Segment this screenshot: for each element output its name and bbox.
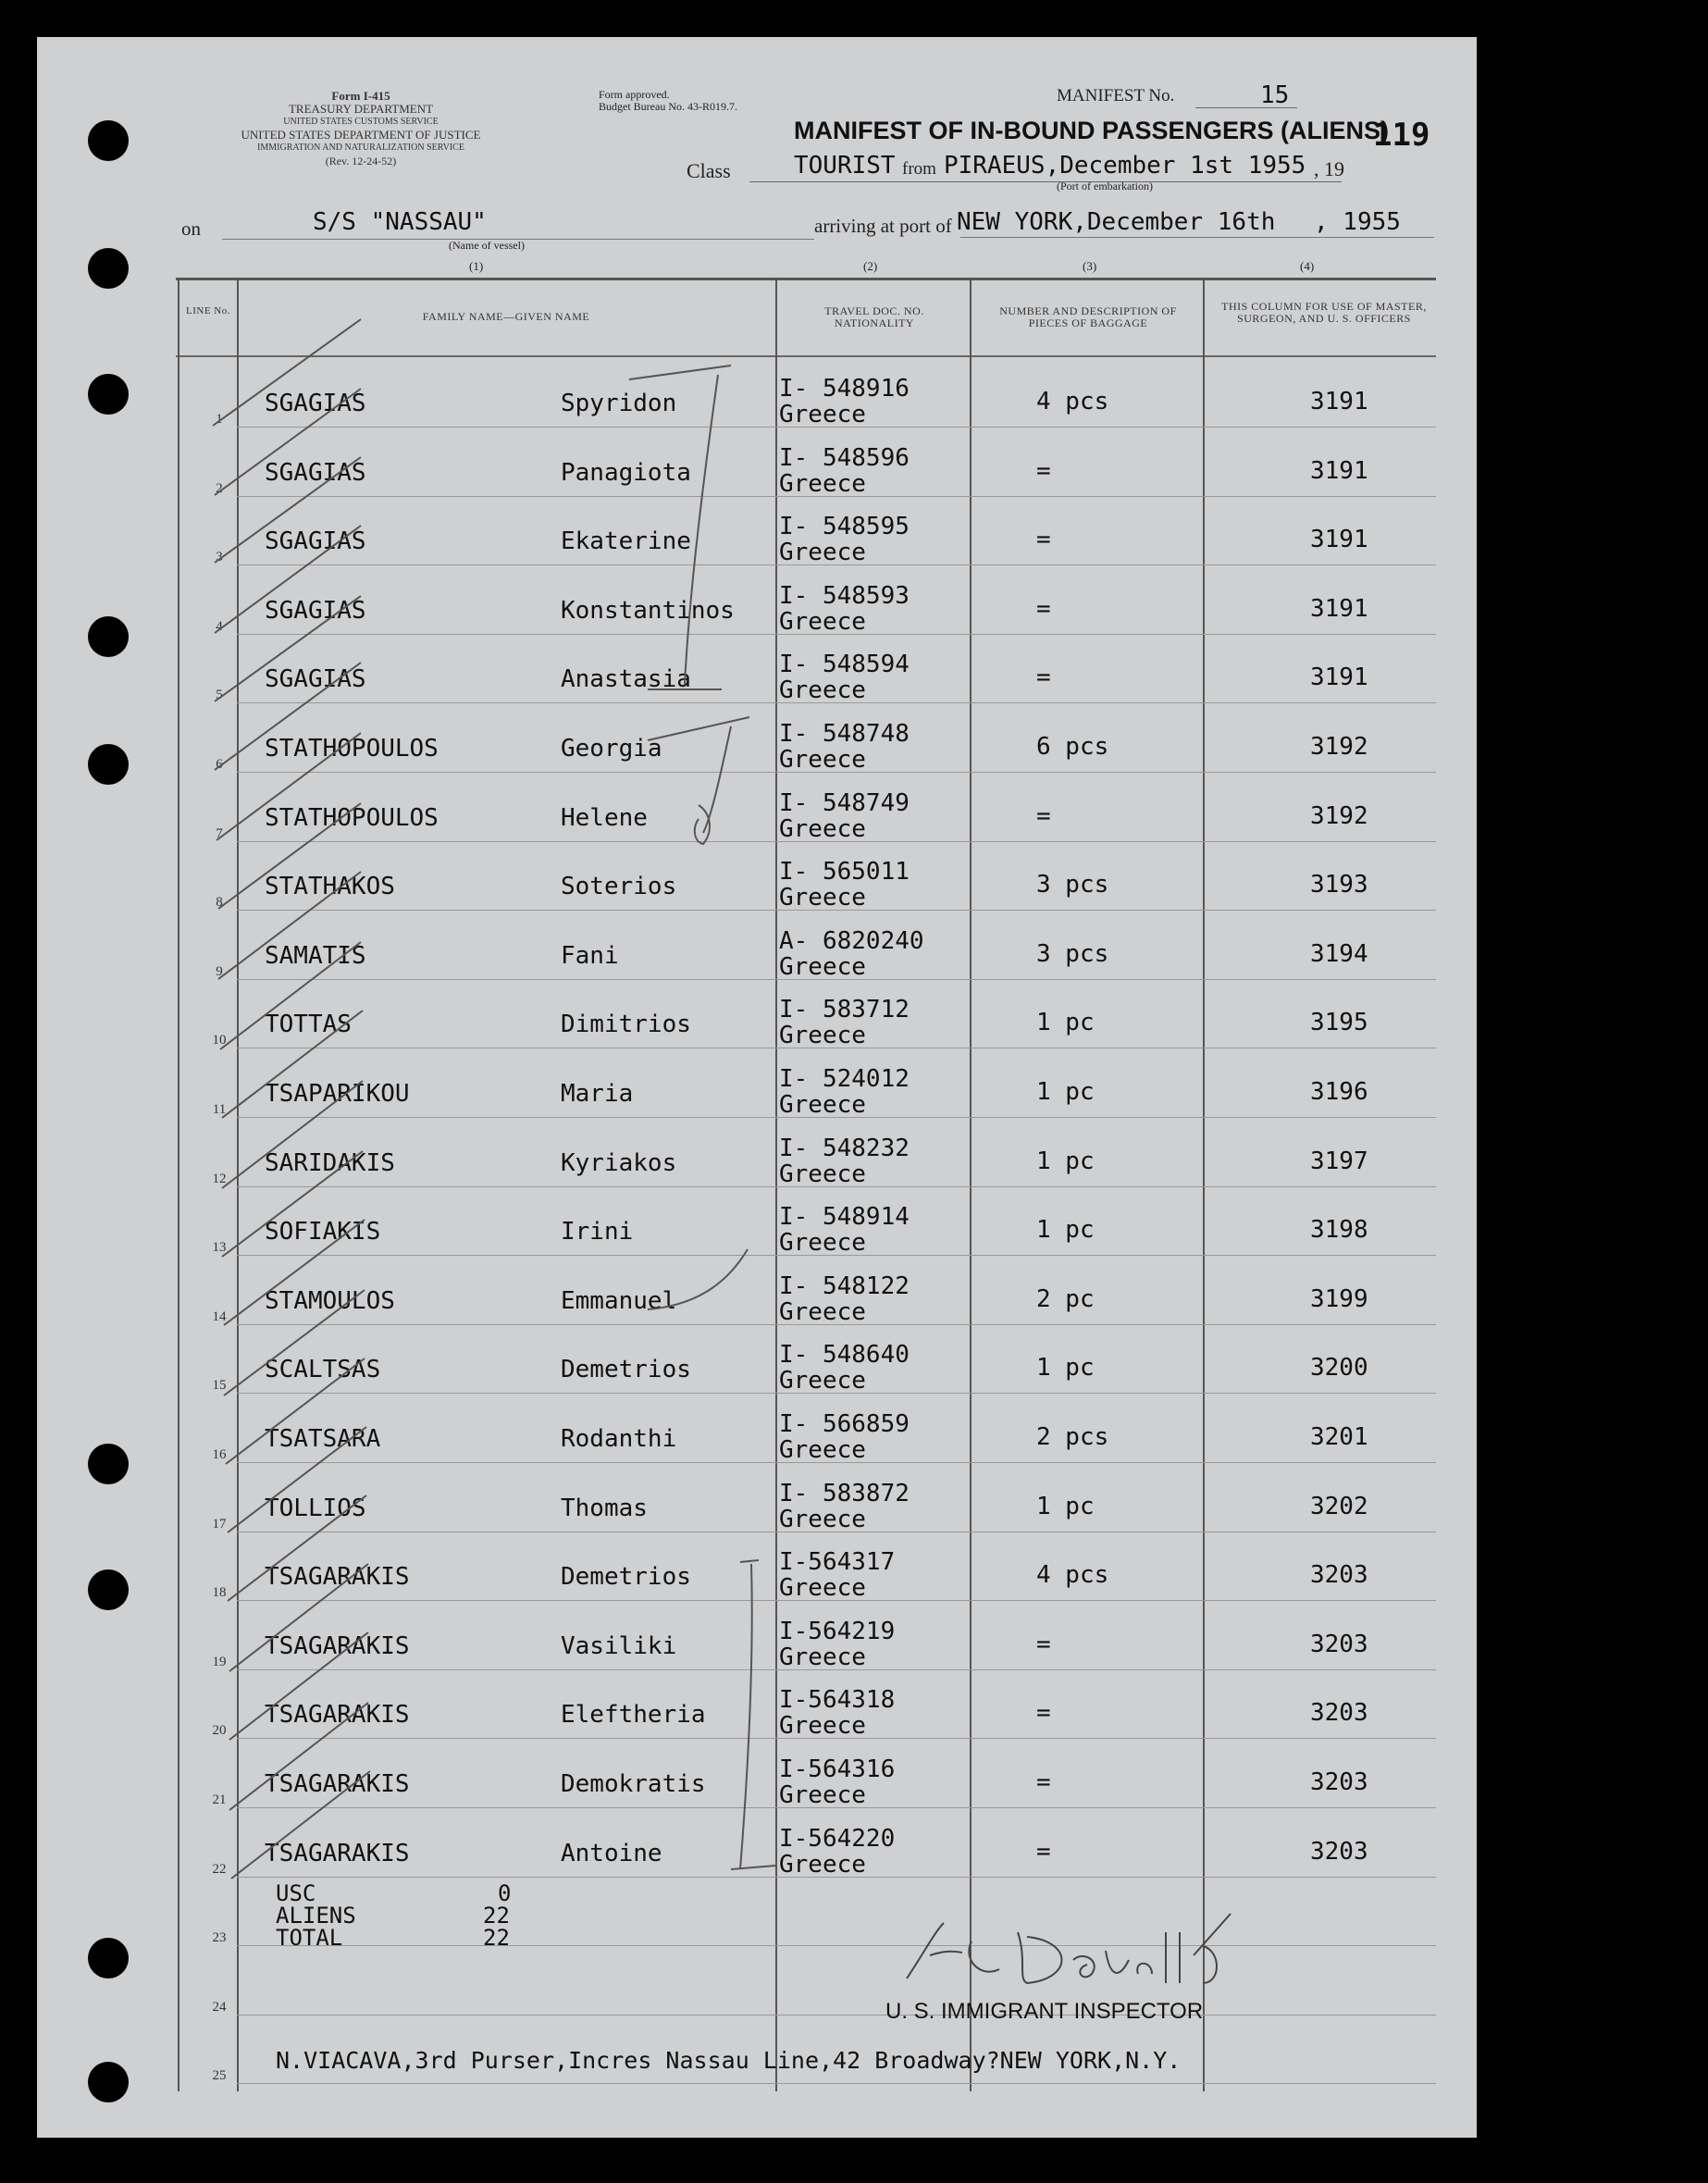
nationality: Greece — [779, 1574, 866, 1602]
given-name: Soterios — [561, 873, 677, 900]
nationality: Greece — [779, 1643, 866, 1671]
given-name: Thomas — [561, 1495, 648, 1522]
family-name: TSAGARAKIS — [265, 1770, 410, 1798]
travel-doc-number: I- 548593 — [779, 582, 910, 610]
travel-doc-number: I- 566859 — [779, 1410, 910, 1438]
header-name: FAMILY NAME—GIVEN NAME — [422, 310, 590, 323]
given-name: Ekaterine — [561, 527, 691, 555]
given-name: Eleftheria — [561, 1701, 706, 1729]
family-name: SGAGIAS — [265, 459, 366, 487]
travel-doc-number: I- 548232 — [779, 1135, 910, 1162]
port-embarkation-caption: (Port of embarkation) — [1057, 180, 1153, 192]
given-name: Maria — [561, 1080, 634, 1108]
budget-bureau-no: Budget Bureau No. 43-R019.7. — [599, 100, 737, 113]
ins-service: IMMIGRATION AND NATURALIZATION SERVICE — [257, 143, 464, 153]
given-name: Fani — [561, 942, 619, 970]
line-number: 16 — [212, 1447, 227, 1462]
line-number: 20 — [212, 1723, 227, 1738]
arrival-year: , 1955 — [1314, 208, 1401, 236]
travel-doc-number: I- 548914 — [779, 1203, 910, 1231]
given-name: Rodanthi — [561, 1425, 677, 1453]
travel-doc-number: I- 548640 — [779, 1341, 910, 1369]
nationality: Greece — [779, 1851, 866, 1879]
family-name: STAMOULOS — [265, 1287, 395, 1315]
line-number: 7 — [216, 826, 223, 841]
from-label: from — [902, 159, 936, 179]
class-value: TOURIST — [794, 152, 896, 180]
family-name: STATHOPOULOS — [265, 804, 439, 832]
port-of-embarkation: PIRAEUS,December 1st 1955 — [944, 152, 1306, 180]
family-name: SCALTSAS — [265, 1356, 381, 1383]
col-number-4: (4) — [1300, 259, 1315, 273]
nationality: Greece — [779, 1160, 866, 1188]
baggage: 1 pc — [1036, 1009, 1095, 1036]
baggage: 1 pc — [1036, 1078, 1095, 1106]
family-name: STATHAKOS — [265, 873, 395, 900]
travel-doc-number: I- 548596 — [779, 444, 910, 472]
customs-service: UNITED STATES CUSTOMS SERVICE — [283, 117, 439, 127]
treasury-dept: TREASURY DEPARTMENT — [288, 102, 434, 116]
line-number: 23 — [212, 1930, 227, 1945]
officer-code: 3191 — [1310, 457, 1368, 485]
given-name: Spyridon — [561, 390, 677, 417]
baggage: = — [1036, 1699, 1051, 1727]
usc-value: 0 — [498, 1880, 512, 1906]
baggage: 2 pcs — [1036, 1423, 1109, 1451]
nationality: Greece — [779, 470, 866, 498]
baggage: = — [1036, 526, 1051, 553]
purser-line: N.VIACAVA,3rd Purser,Incres Nassau Line,42 Broadway?NEW YORK,N.Y. — [276, 2047, 1182, 2074]
travel-doc-number: I-564219 — [779, 1618, 896, 1645]
baggage: = — [1036, 595, 1051, 623]
nationality: Greece — [779, 884, 866, 912]
nationality: Greece — [779, 676, 866, 704]
nationality: Greece — [779, 401, 866, 428]
nationality: Greece — [779, 1229, 866, 1257]
family-name: TSAPARIKOU — [265, 1080, 410, 1108]
arrival-port-date: NEW YORK,December 16th — [957, 208, 1276, 236]
travel-doc-number: I- 583872 — [779, 1480, 910, 1507]
officer-code: 3192 — [1310, 733, 1368, 761]
officer-code: 3196 — [1310, 1078, 1368, 1106]
nationality: Greece — [779, 1022, 866, 1049]
line-number: 19 — [212, 1655, 227, 1669]
line-number: 24 — [212, 2000, 227, 2015]
given-name: Anastasia — [561, 665, 691, 693]
travel-doc-number: I- 524012 — [779, 1065, 910, 1093]
header-baggage: NUMBER AND DESCRIPTION OF PIECES OF BAGGAGE — [999, 304, 1177, 329]
line-number: 11 — [212, 1102, 227, 1117]
line-number: 8 — [216, 895, 223, 910]
family-name: SGAGIAS — [265, 390, 366, 417]
family-name: SARIDAKIS — [265, 1149, 395, 1177]
inspector-label: U. S. IMMIGRANT INSPECTOR — [885, 1999, 1204, 2024]
given-name: Demokratis — [561, 1770, 706, 1798]
line-number: 2 — [216, 481, 223, 496]
given-name: Demetrios — [561, 1563, 691, 1591]
family-name: TOLLIOS — [265, 1495, 366, 1522]
baggage: 3 pcs — [1036, 871, 1109, 899]
family-name: TSAGARAKIS — [265, 1701, 410, 1729]
line-number: 25 — [212, 2068, 227, 2083]
line-number: 12 — [212, 1172, 227, 1186]
travel-doc-number: I-564220 — [779, 1825, 896, 1853]
given-name: Panagiota — [561, 459, 691, 487]
nationality: Greece — [779, 1506, 866, 1533]
officer-code: 3203 — [1310, 1838, 1368, 1866]
officer-code: 3203 — [1310, 1631, 1368, 1658]
officer-code: 3198 — [1310, 1216, 1368, 1244]
line-number: 14 — [212, 1309, 227, 1324]
officer-code: 3193 — [1310, 871, 1368, 899]
family-name: TSAGARAKIS — [265, 1563, 410, 1591]
baggage: 1 pc — [1036, 1493, 1095, 1520]
travel-doc-number: I- 548595 — [779, 513, 910, 540]
nationality: Greece — [779, 1436, 866, 1464]
class-label: Class — [687, 159, 731, 182]
line-number: 1 — [216, 412, 223, 427]
family-name: SGAGIAS — [265, 597, 366, 625]
nationality: Greece — [779, 608, 866, 636]
family-name: SOFIAKIS — [265, 1218, 381, 1246]
officer-code: 3191 — [1310, 526, 1368, 553]
baggage: 4 pcs — [1036, 388, 1109, 416]
travel-doc-number: I-564318 — [779, 1686, 896, 1714]
family-name: SGAGIAS — [265, 665, 366, 693]
on-label: on — [181, 217, 201, 240]
officer-code: 3192 — [1310, 802, 1368, 830]
line-number: 17 — [212, 1517, 227, 1532]
travel-doc-number: I- 565011 — [779, 858, 910, 886]
officer-code: 3191 — [1310, 664, 1368, 691]
baggage: 2 pc — [1036, 1285, 1095, 1313]
officer-code: 3199 — [1310, 1285, 1368, 1313]
line-number: 3 — [216, 550, 223, 564]
officer-code: 3191 — [1310, 388, 1368, 416]
officer-code: 3202 — [1310, 1493, 1368, 1520]
officer-code: 3195 — [1310, 1009, 1368, 1036]
family-name: STATHOPOULOS — [265, 735, 439, 763]
travel-doc-number: I- 548749 — [779, 789, 910, 817]
manifest-title: MANIFEST OF IN-BOUND PASSENGERS (ALIENS) — [794, 117, 1390, 144]
officer-code: 3203 — [1310, 1768, 1368, 1796]
nationality: Greece — [779, 1712, 866, 1740]
given-name: Emmanuel — [561, 1287, 677, 1315]
header-line-no: LINE No. — [186, 305, 230, 316]
given-name: Vasiliki — [561, 1632, 677, 1660]
manifest-number-label: MANIFEST No. — [1057, 86, 1175, 105]
officer-code: 3201 — [1310, 1423, 1368, 1451]
usc-label: USC — [276, 1880, 316, 1906]
col-number-3: (3) — [1083, 259, 1097, 273]
line-number: 15 — [212, 1378, 227, 1393]
nationality: Greece — [779, 1367, 866, 1395]
family-name: TSAGARAKIS — [265, 1632, 410, 1660]
line-number: 6 — [216, 757, 223, 772]
header-travel-doc: TRAVEL DOC. NO. NATIONALITY — [824, 304, 924, 329]
given-name: Antoine — [561, 1840, 662, 1867]
family-name: TSAGARAKIS — [265, 1840, 410, 1867]
officer-code: 3203 — [1310, 1699, 1368, 1727]
nationality: Greece — [779, 1781, 866, 1809]
travel-doc-number: I-564316 — [779, 1755, 896, 1783]
vessel-name: S/S "NASSAU" — [313, 208, 487, 236]
line-number: 13 — [212, 1240, 227, 1255]
travel-doc-number: I- 583712 — [779, 996, 910, 1023]
officer-code: 3194 — [1310, 940, 1368, 968]
line-number: 10 — [212, 1033, 227, 1048]
nationality: Greece — [779, 953, 866, 981]
baggage: = — [1036, 457, 1051, 485]
travel-doc-number: I-564317 — [779, 1548, 896, 1576]
baggage: = — [1036, 1768, 1051, 1796]
total-value: 22 — [483, 1925, 510, 1951]
year-suffix: , 19 — [1314, 157, 1344, 180]
given-name: Dimitrios — [561, 1011, 691, 1038]
line-number: 9 — [216, 964, 223, 979]
line-number: 18 — [212, 1585, 227, 1600]
header-officers: THIS COLUMN FOR USE OF MASTER, SURGEON, AND U. S. OFFICERS — [1221, 300, 1427, 325]
family-name: TSATSARA — [265, 1425, 381, 1453]
form-number: Form I-415 — [331, 89, 390, 103]
page-number: 119 — [1373, 117, 1430, 154]
baggage: 1 pc — [1036, 1147, 1095, 1175]
baggage: 4 pcs — [1036, 1561, 1109, 1589]
baggage: = — [1036, 664, 1051, 691]
travel-doc-number: I- 548594 — [779, 651, 910, 678]
family-name: SAMATIS — [265, 942, 366, 970]
justice-dept: UNITED STATES DEPARTMENT OF JUSTICE — [241, 128, 481, 142]
baggage: 1 pc — [1036, 1216, 1095, 1244]
line-number: 4 — [216, 619, 223, 634]
baggage: = — [1036, 1838, 1051, 1866]
given-name: Georgia — [561, 735, 662, 763]
aliens-value: 22 — [483, 1903, 510, 1929]
form-approved-text: Form approved. — [599, 88, 670, 101]
baggage: = — [1036, 1631, 1051, 1658]
nationality: Greece — [779, 1091, 866, 1119]
nationality: Greece — [779, 746, 866, 774]
col-number-1: (1) — [469, 259, 484, 273]
officer-code: 3197 — [1310, 1147, 1368, 1175]
vessel-caption: (Name of vessel) — [449, 239, 525, 252]
total-label: TOTAL — [276, 1925, 343, 1951]
baggage: 3 pcs — [1036, 940, 1109, 968]
nationality: Greece — [779, 815, 866, 843]
nationality: Greece — [779, 1298, 866, 1326]
arriving-label: arriving at port of — [814, 215, 952, 237]
form-revision: (Rev. 12-24-52) — [325, 155, 397, 167]
given-name: Kyriakos — [561, 1149, 677, 1177]
given-name: Konstantinos — [561, 597, 735, 625]
travel-doc-number: I- 548122 — [779, 1272, 910, 1300]
manifest-number: 15 — [1260, 81, 1290, 109]
family-name: SGAGIAS — [265, 527, 366, 555]
baggage: 1 pc — [1036, 1354, 1095, 1382]
travel-doc-number: I- 548748 — [779, 720, 910, 748]
given-name: Demetrios — [561, 1356, 691, 1383]
line-number: 22 — [212, 1862, 227, 1877]
nationality: Greece — [779, 539, 866, 566]
officer-code: 3200 — [1310, 1354, 1368, 1382]
travel-doc-number: A- 6820240 — [779, 927, 924, 955]
travel-doc-number: I- 548916 — [779, 375, 910, 403]
officer-code: 3191 — [1310, 595, 1368, 623]
given-name: Helene — [561, 804, 648, 832]
baggage: 6 pcs — [1036, 733, 1109, 761]
aliens-label: ALIENS — [276, 1903, 356, 1929]
given-name: Irini — [561, 1218, 634, 1246]
col-number-2: (2) — [863, 259, 878, 273]
line-number: 5 — [216, 688, 223, 702]
line-number: 21 — [212, 1792, 227, 1807]
baggage: = — [1036, 802, 1051, 830]
officer-code: 3203 — [1310, 1561, 1368, 1589]
family-name: TOTTAS — [265, 1011, 352, 1038]
